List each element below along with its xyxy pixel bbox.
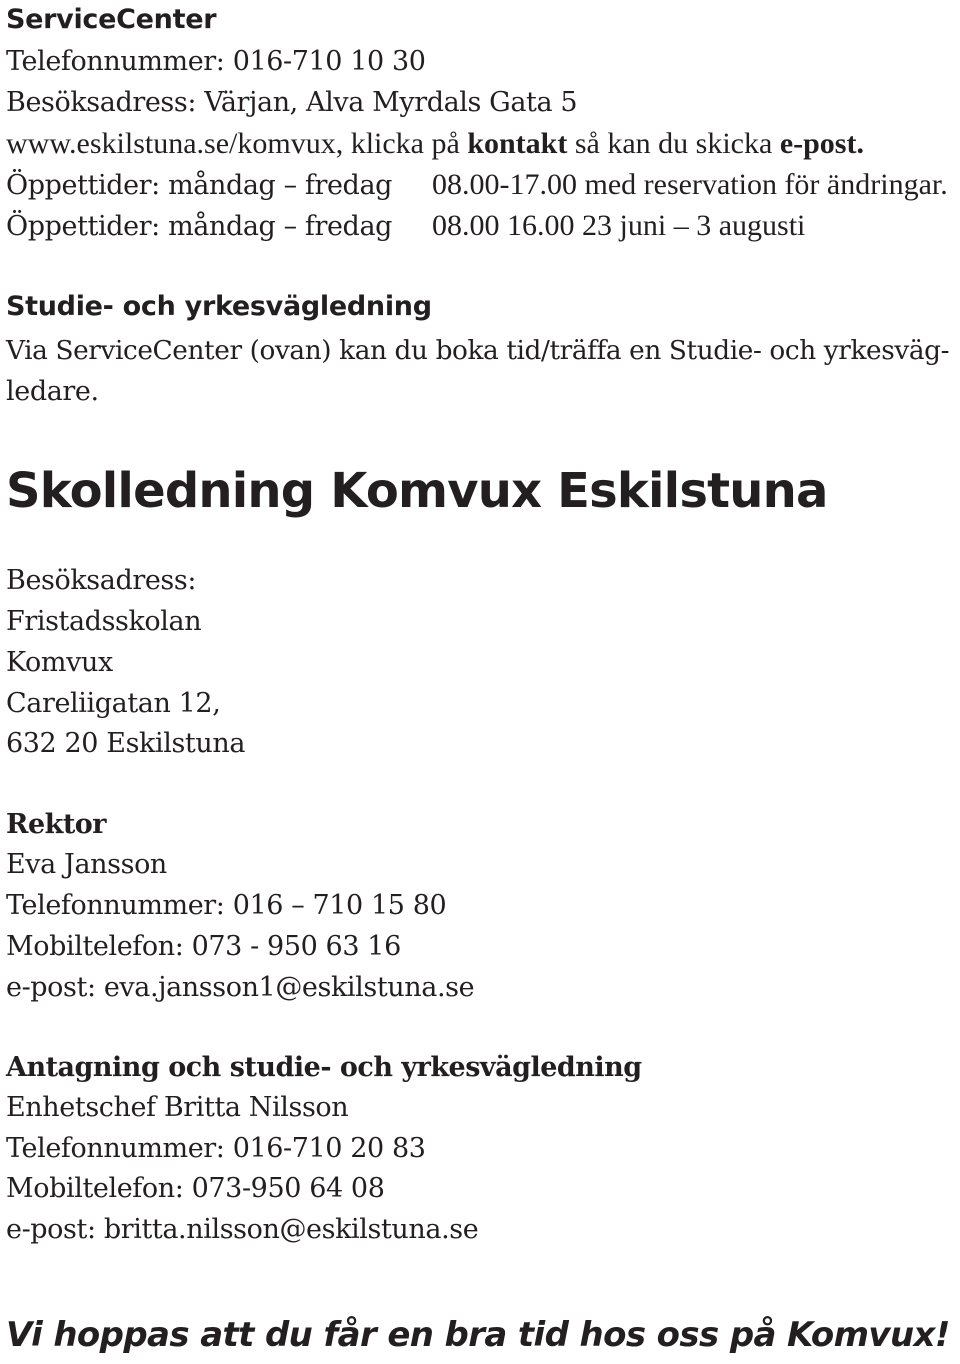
hours-2-label: Öppettider: måndag – fredag [6, 211, 393, 242]
web-kontakt: kontakt [467, 127, 568, 160]
principal-heading: Rektor [6, 809, 107, 840]
admission-heading: Antagning och studie- och yrkesvägledning [6, 1052, 642, 1083]
admission-email: e-post: britta.nilsson@eskilstuna.se [6, 1214, 479, 1245]
service-center-hours-1 [6, 167, 948, 204]
management-address-line: Careliigatan 12, [6, 688, 221, 719]
admission-name: Enhetschef Britta Nilsson [6, 1092, 349, 1123]
admission-mobile: Mobiltelefon: 073-950 64 08 [6, 1173, 385, 1204]
management-address-line: 632 20 Eskilstuna [6, 728, 246, 759]
principal-phone: Telefonnummer: 016 – 710 15 80 [6, 890, 447, 921]
principal-name: Eva Jansson [6, 849, 167, 880]
service-center-hours-2 [6, 208, 805, 245]
principal-mobile: Mobiltelefon: 073 - 950 63 16 [6, 931, 401, 962]
management-address-line: Fristadsskolan [6, 606, 202, 637]
management-address-line: Komvux [6, 647, 113, 678]
hours-1-value: 08.00-17.00 med reservation för ändringar. [432, 168, 948, 201]
hours-1-label: Öppettider: måndag – fredag [6, 170, 393, 201]
management-address-label: Besöksadress: [6, 565, 197, 596]
principal-email: e-post: eva.jansson1@eskilstuna.se [6, 972, 475, 1003]
service-center-phone: Telefonnummer: 016-710 10 30 [6, 46, 426, 77]
admission-phone: Telefonnummer: 016-710 20 83 [6, 1133, 426, 1164]
service-center-title: ServiceCenter [6, 4, 217, 35]
service-center-address: Besöksadress: Värjan, Alva Myrdals Gata 5 [6, 87, 578, 118]
guidance-text-line-2: ledare. [6, 376, 99, 407]
service-center-web [6, 126, 864, 162]
hours-2-value: 08.00 16.00 23 juni – 3 augusti [432, 209, 806, 242]
closing-message: Vi hoppas att du får en bra tid hos oss på Komvux! [6, 1315, 950, 1355]
management-title: Skolledning Komvux Eskilstuna [6, 463, 828, 519]
web-middle: så kan du skicka [567, 127, 780, 160]
guidance-text-line-1: Via ServiceCenter (ovan) kan du boka tid/träffa en Studie- och yrkesväg- [6, 336, 950, 366]
web-epost: e-post. [779, 127, 864, 160]
guidance-title: Studie- och yrkesvägledning [6, 291, 432, 322]
web-prefix: www.eskilstuna.se/komvux, klicka på [6, 127, 468, 160]
